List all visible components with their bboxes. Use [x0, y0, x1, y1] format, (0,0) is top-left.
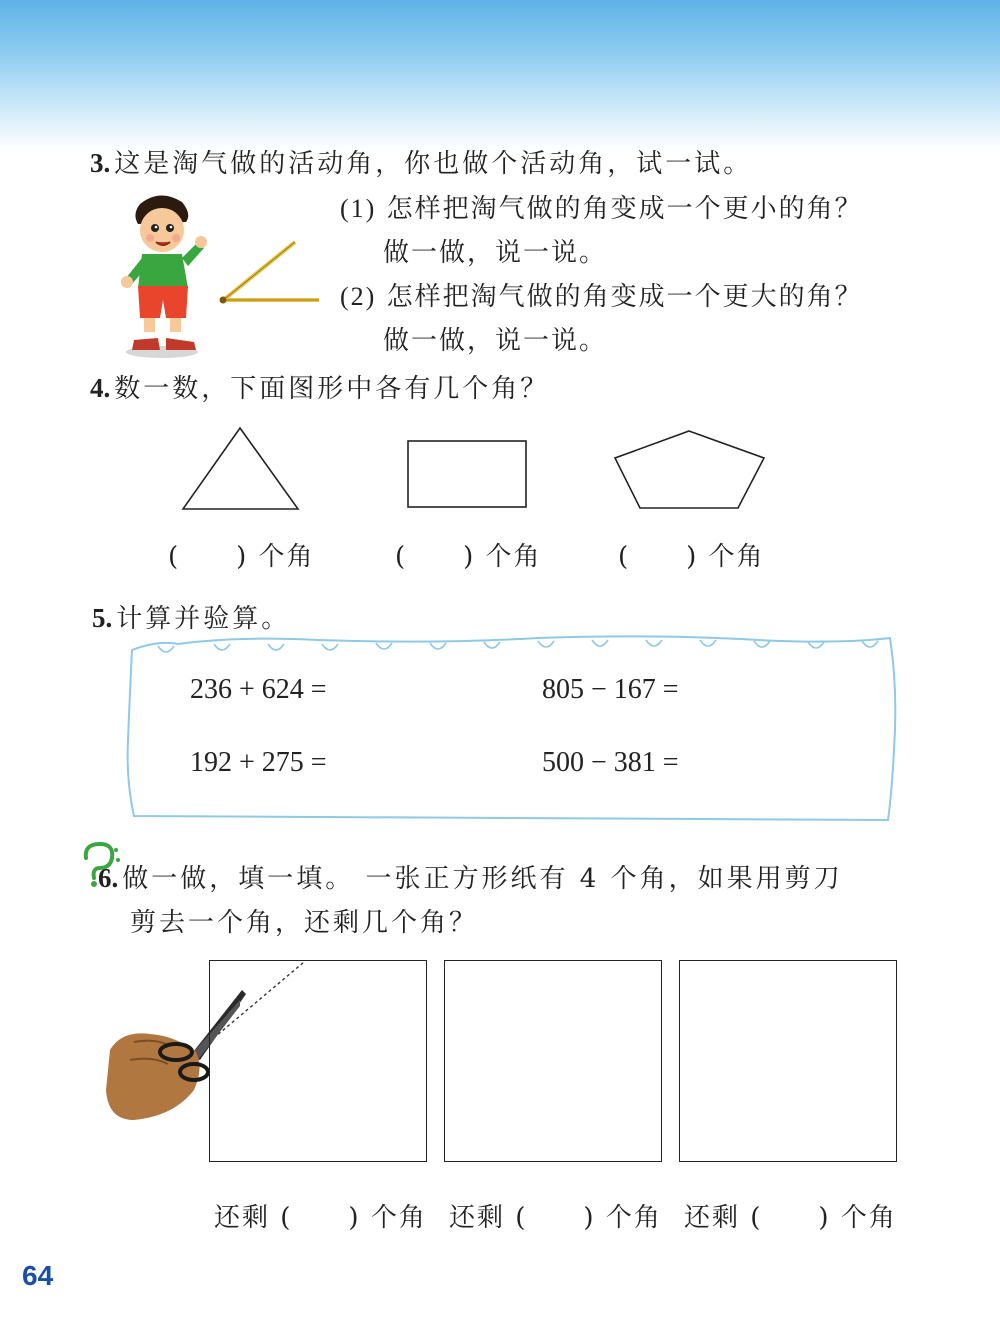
- movable-angle-figure: [215, 236, 325, 310]
- q6-answer-3[interactable]: 还剩 ( ) 个角: [684, 1203, 897, 1233]
- triangle-shape: [180, 425, 302, 513]
- q3-number: 3.: [90, 148, 111, 178]
- sky-header-band: [0, 0, 1000, 150]
- q5-text: 计算并验算。: [116, 604, 291, 634]
- q3-sub2-text: 怎样把淘气做的角变成一个更大的角？: [386, 282, 863, 312]
- q4-answer-triangle[interactable]: ( ) 个角: [168, 542, 315, 572]
- q4-prompt: [90, 368, 549, 405]
- q4-answer-rectangle[interactable]: ( ) 个角: [395, 542, 542, 572]
- q4-answer-pentagon[interactable]: ( ) 个角: [618, 542, 765, 572]
- q3-sub1-number: (1): [340, 194, 377, 223]
- q3-sub2: [340, 276, 863, 313]
- q3-sub1-follow: 做一做，说一说。: [383, 238, 608, 268]
- paper-square-1: [209, 960, 427, 1162]
- q6-answer-1[interactable]: 还剩 ( ) 个角: [214, 1203, 427, 1233]
- calculation-card: [118, 630, 900, 826]
- q6-prompt-line2: 剪去一个角，还剩几个角？: [130, 908, 479, 938]
- calc-problem-3[interactable]: 192 + 275 =: [190, 747, 327, 778]
- boy-illustration: [110, 192, 210, 360]
- q3-sub2-follow: 做一做，说一说。: [383, 326, 608, 356]
- pentagon-shape: [612, 428, 768, 512]
- q3-text: 这是淘气做的活动角，你也做个活动角，试一试。: [114, 149, 753, 179]
- calc-problem-1[interactable]: 236 + 624 =: [190, 674, 327, 705]
- q3-sub1: [340, 188, 863, 225]
- q3-prompt: [90, 143, 752, 180]
- q4-text: 数一数，下面图形中各有几个角？: [114, 374, 550, 404]
- calc-problem-2[interactable]: 805 − 167 =: [542, 674, 679, 705]
- q6-prompt-line1: [98, 858, 843, 895]
- q4-number: 4.: [90, 373, 111, 403]
- q3-sub2-number: (2): [340, 282, 377, 311]
- q6-text-line1: 做一做，填一填。 一张正方形纸有 4 个角，如果用剪刀: [122, 864, 843, 894]
- calc-problem-4[interactable]: 500 − 381 =: [542, 747, 679, 778]
- q6-answer-2[interactable]: 还剩 ( ) 个角: [449, 1203, 662, 1233]
- rectangle-shape: [405, 438, 529, 510]
- q6-number: 6.: [98, 863, 119, 893]
- q3-sub1-text: 怎样把淘气做的角变成一个更小的角？: [386, 194, 863, 224]
- page-number: 64: [22, 1260, 54, 1291]
- paper-square-2: [444, 960, 662, 1162]
- paper-square-3: [679, 960, 897, 1162]
- q5-number: 5.: [92, 603, 113, 633]
